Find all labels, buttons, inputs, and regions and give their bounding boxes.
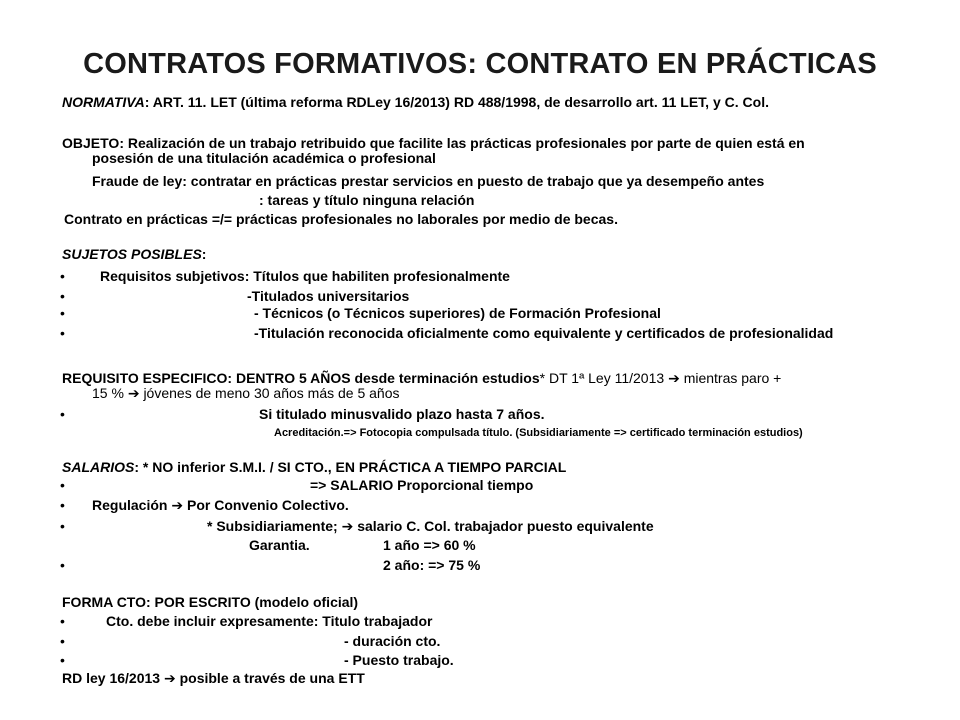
normativa-line	[62, 94, 769, 110]
bullet: •	[60, 288, 65, 304]
salarios-line	[62, 459, 566, 475]
objeto-line-1: OBJETO: Realización de un trabajo retribuido que facilite las prácticas profesionales por parte de quien está en	[62, 135, 805, 151]
garantia-label: Garantia.	[249, 537, 310, 553]
sujetos-label: SUJETOS POSIBLES	[62, 246, 202, 262]
acreditacion-line: Acreditación.=> Fotocopia compulsada título. (Subsidiariamente => certificado terminación estudios)	[274, 427, 803, 439]
bullet: •	[60, 325, 65, 341]
list-item: - Técnicos (o Técnicos superiores) de Formación Profesional	[254, 305, 661, 321]
bullet: •	[60, 652, 65, 668]
salarios-text: : * NO inferior S.M.I. / SI CTO., EN PRÁCTICA A TIEMPO PARCIAL	[134, 459, 567, 475]
normativa-label: NORMATIVA	[62, 94, 145, 110]
requisito-line-1	[62, 370, 781, 386]
regulacion-line: Regulación ➔ Por Convenio Colectivo.	[92, 497, 349, 513]
objeto-line-2: posesión de una titulación académica o profesional	[92, 150, 436, 166]
sujetos-heading: SUJETOS POSIBLES:	[62, 246, 207, 262]
list-item: - duración cto.	[344, 633, 441, 649]
fraude-line-1: Fraude de ley: contratar en prácticas prestar servicios en puesto de trabajo que ya desempeño antes	[92, 173, 765, 189]
arrow-right-icon: ➔	[668, 370, 680, 386]
forma-title: FORMA CTO: POR ESCRITO (modelo oficial)	[62, 594, 359, 610]
bullet: •	[60, 497, 65, 513]
requisito-line-2: 15 % ➔ jóvenes de meno 30 años más de 5 años	[92, 385, 400, 401]
list-item: -Titulación reconocida oficialmente como equivalente y certificados de profesionalidad	[254, 325, 834, 341]
bullet: •	[60, 633, 65, 649]
requisito-after-arrow: mientras paro +	[683, 370, 782, 386]
arrow-right-icon: ➔	[163, 670, 176, 686]
arrow-right-icon: ➔	[171, 497, 184, 513]
rd-ley-line: RD ley 16/2013 ➔ posible a través de una ETT	[62, 670, 365, 686]
salario-proporcional: => SALARIO Proporcional tiempo	[310, 477, 534, 493]
subsidiariamente-line: * Subsidiariamente; ➔ salario C. Col. trabajador puesto equivalente	[207, 518, 654, 534]
requisito-bold: REQUISITO ESPECIFICO: DENTRO 5 AÑOS desde terminación estudios	[62, 370, 540, 386]
list-item: -Titulados universitarios	[247, 288, 410, 304]
list-item: Requisitos subjetivos: Títulos que habiliten profesionalmente	[100, 268, 510, 284]
salarios-label: SALARIOS	[62, 459, 135, 475]
bullet: •	[60, 406, 65, 422]
page-title: CONTRATOS FORMATIVOS: CONTRATO EN PRÁCTICAS	[83, 48, 877, 80]
garantia-1: 1 año => 60 %	[383, 537, 476, 553]
fraude-line-2: : tareas y título ninguna relación	[259, 192, 475, 208]
bullet: •	[60, 613, 65, 629]
contrato-practicas-line: Contrato en prácticas =/= prácticas profesionales no laborales por medio de becas.	[64, 211, 618, 227]
list-item: - Puesto trabajo.	[344, 652, 454, 668]
requisito-rest: * DT 1ª Ley 11/2013	[539, 370, 665, 386]
minusvalido-line: Si titulado minusvalido plazo hasta 7 años.	[259, 406, 545, 422]
normativa-text: : ART. 11. LET (última reforma RDLey 16/2013) RD 488/1998, de desarrollo art. 11 LET, y C. Col.	[144, 94, 769, 110]
bullet: •	[60, 518, 65, 534]
arrow-right-icon: ➔	[127, 385, 140, 401]
bullet: •	[60, 305, 65, 321]
bullet: •	[60, 268, 65, 284]
bullet: •	[60, 557, 65, 573]
garantia-2: 2 año: => 75 %	[383, 557, 481, 573]
list-item: Cto. debe incluir expresamente: Titulo trabajador	[106, 613, 433, 629]
bullet: •	[60, 477, 65, 493]
arrow-right-icon: ➔	[341, 518, 354, 534]
